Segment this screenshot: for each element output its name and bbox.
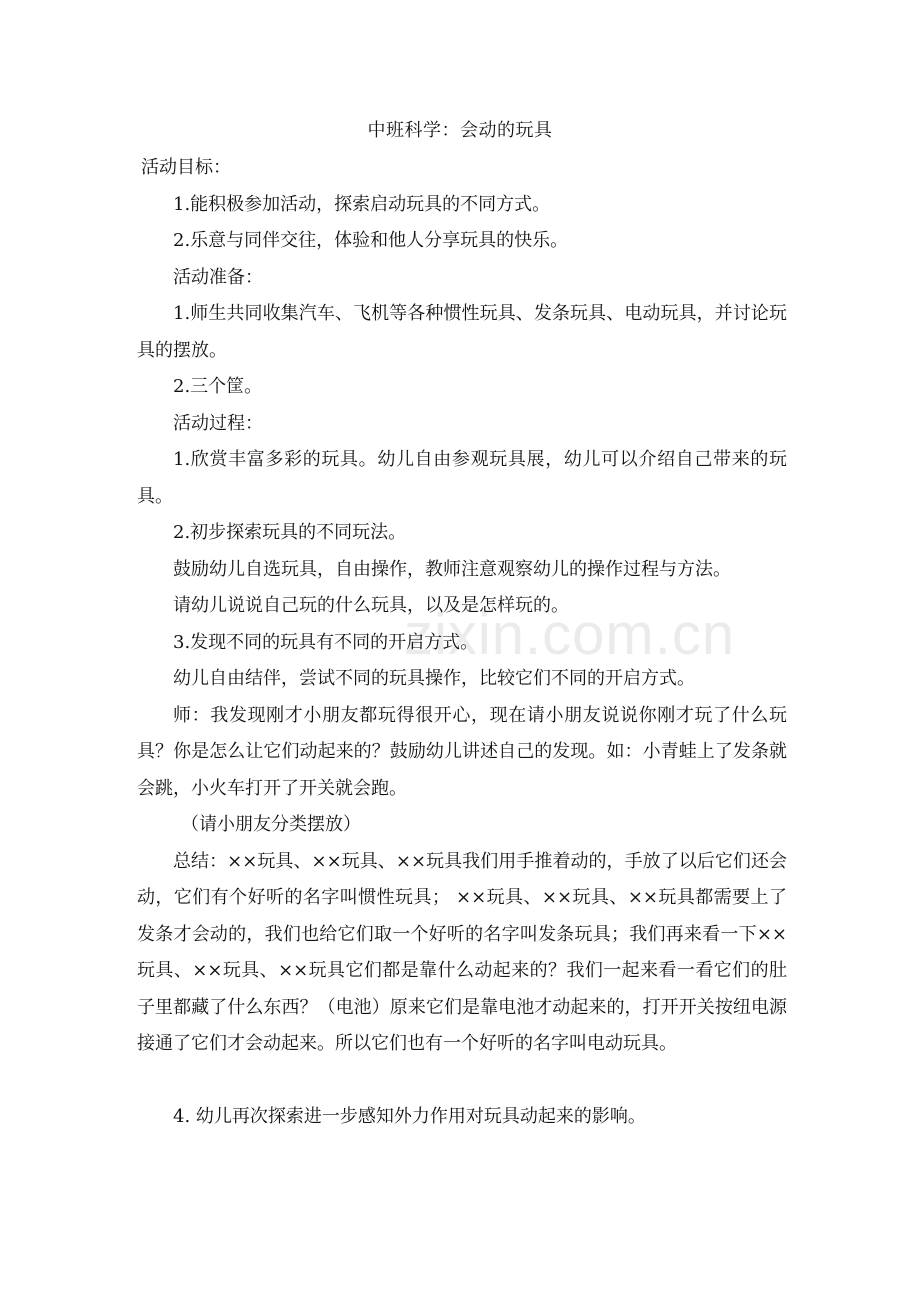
paragraph: 1.欣赏丰富多彩的玩具。幼儿自由参观玩具展，幼儿可以介绍自己带来的玩具。 [137, 449, 787, 507]
paragraph: 鼓励幼儿自选玩具，自由操作，教师注意观察幼儿的操作过程与方法。 [173, 558, 731, 580]
document-title: 中班科学：会动的玩具 [367, 120, 553, 141]
section-heading-process: 活动过程： [173, 412, 263, 434]
paragraph: 4. 幼儿再次探索进一步感知外力作用对玩具动起来的影响。 [173, 1105, 646, 1127]
paragraph: 师：我发现刚才小朋友都玩得很开心，现在请小朋友说说你刚才玩了什么玩具？你是怎么让它们动起来的？鼓励幼儿讲述自己的发现。如：小青蛙上了发条就会跳，小火车打开了开关就会跑。 [137, 704, 787, 799]
paragraph: 1.能积极参加活动，探索启动玩具的不同方式。 [173, 193, 551, 215]
section-heading-preparation: 活动准备： [173, 266, 263, 288]
paragraph: 请幼儿说说自己玩的什么玩具，以及是怎样玩的。 [173, 595, 569, 616]
paragraph: 2.初步探索玩具的不同玩法。 [173, 522, 407, 543]
paragraph-note: （请小朋友分类摆放） [181, 814, 361, 835]
paragraph: 2.三个筐。 [173, 376, 263, 397]
paragraph: 3.发现不同的玩具有不同的开启方式。 [173, 631, 479, 653]
watermark: zixin.com.cn [404, 602, 736, 667]
paragraph: 幼儿自由结伴，尝试不同的玩具操作，比较它们不同的开启方式。 [173, 668, 695, 689]
paragraph: 1.师生共同收集汽车、飞机等各种惯性玩具、发条玩具、电动玩具，并讨论玩具的摆放。 [137, 303, 787, 361]
document-body [137, 150, 787, 1135]
section-heading-goals: 活动目标： [141, 157, 231, 178]
paragraph-summary: 总结：××玩具、××玩具、××玩具我们用手推着动的，手放了以后它们还会动，它们有个好听的名字叫惯性玩具； ××玩具、××玩具、××玩具都需要上了发条才会动的，我们也给它们取一个好听的名字叫发条玩具；我们再来看一下××玩具、××玩具、××玩具它们都是靠什么动起来的？我们一起来看一看它们的肚子里都藏了什么东西？（电池）原来它们是靠电池才动起来的，打开开关按纽电源接通了它们才会动起来。所以它们也有一个好听的名字叫电动玩具。 [137, 850, 787, 1054]
paragraph: 2.乐意与同伴交往，体验和他人分享玩具的快乐。 [173, 230, 569, 251]
